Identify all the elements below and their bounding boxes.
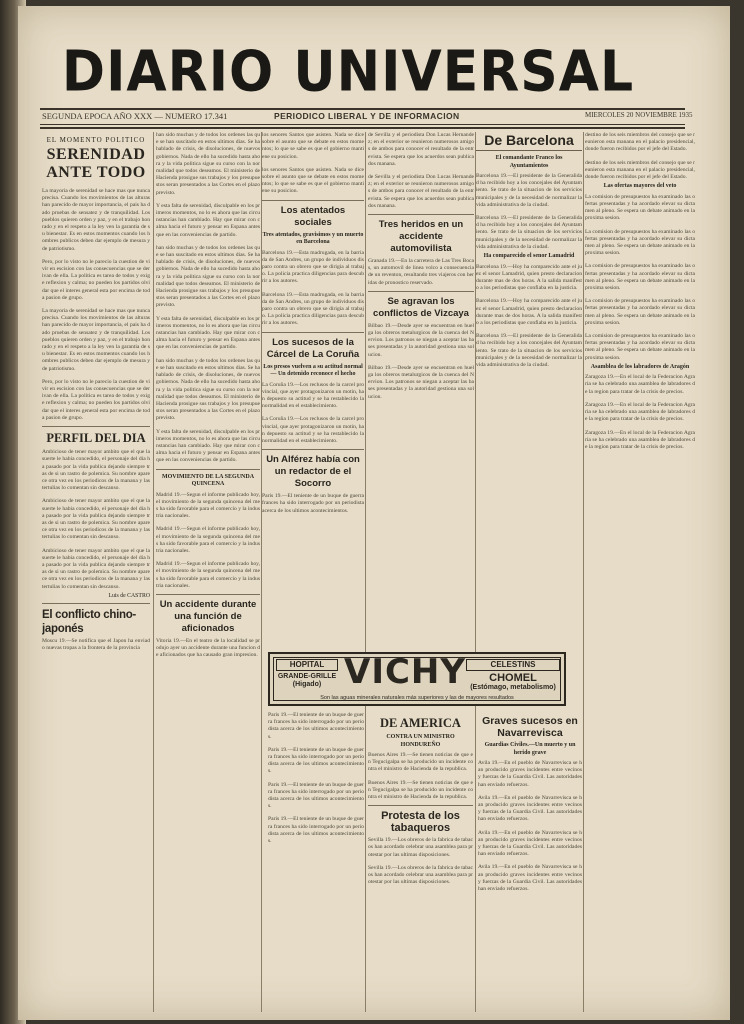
- section-headline: Se agravan los conflictos de Vizcaya: [373, 295, 469, 319]
- ad-left-box: HOPITAL: [276, 659, 338, 671]
- column-3-lower: [268, 712, 364, 1012]
- section-body: La comision de presupuestos ha examinado las ofertas presentadas y ha acordado elevar su dictamen al pleno. Se espera un debate animado en la proxima sesion.: [585, 332, 695, 361]
- section-body: Zaragoza 19.—En el local de la Federacion Agraria se ha celebrado una asamblea de labradores de la region para tratar de la crisis de precios.: [585, 401, 695, 423]
- section-subhead: Tres atentados, gravisimos y un muerto en Barcelona: [262, 231, 364, 246]
- article-body: han sido muchas y de todos los ordenes las que se han suscitado en estos ultimos dias. Se ha hablado de crisis, de disoluciones, de nuevos gobiernos. Nada de ello ha sucedido hasta ahora y la vida politica sigue su curso con la normalidad que todos deseamos. El ministerio de Hacienda prosigue sus trabajos y los presupuestos seran presentados a las Cortes en el plazo previsto.: [156, 132, 260, 196]
- section-body: Paris 19.—El teniente de un buque de guerra frances ha sido interrogado por un periodista acerca de los ultimos acontecimientos.: [268, 712, 364, 740]
- section-divider: [262, 449, 364, 450]
- column-divider: [153, 132, 154, 1012]
- section-body: Paris 19.—El teniente de un buque de guerra frances ha sido interrogado por un periodista acerca de los ultimos acontecimientos.: [268, 746, 364, 775]
- section-headline: Los sucesos de la Cárcel de La Coruña: [266, 336, 360, 360]
- section-body: Paris 19.—El teniente de un buque de guerra frances ha sido interrogado por un periodista acerca de los ultimos acontecimientos.: [268, 781, 364, 810]
- section-headline: PERFIL DEL DIA: [46, 431, 146, 446]
- article-body: La mayoria de serenidad se hace mas que nunca precisa. Cuando los movimientos de las alturas han parecido de mayor importancia, el pais ha dado pruebas de sensatez y de tranquilidad. Los pueblos quieren orden y paz, y en el trabajo honrado y en el respeto a la ley ven la garantia de su bienestar. Es en estos momentos cuando los hombres publicos deben dar ejemplo de mesura y de patriotismo.: [42, 308, 150, 372]
- article-body: de Sevilla y el periodista Don Lucas Hernandez; en el exterior se reunieron numerosos amigos de ambos para conocer el resultado de la entrevista. Se espera que los acuerdos sean publicados manana.: [368, 174, 474, 209]
- ad-right-line: (Estómago, metabolismo): [470, 684, 556, 691]
- section-body: Bilbao 19.—Desde ayer se encuentran en huelga los obreros metalurgicos de la cuenca del Nervion. Los patronos se niegan a aceptar las bases presentadas y la autoridad gestiona una solucion.: [368, 364, 474, 400]
- article-body: Y esta falta de serenidad, disculpable en los primeros momentos, no lo es ahora que las circunstancias han cambiado. Hay que mirar con calma hacia el futuro y pensar en Espana antes que en las conveniencias de partido.: [156, 428, 260, 464]
- section-body: La Coruña 19.—Los reclusos de la carcel provincial, que ayer protagonizaron un motin, han depuesto su actitud y se ha restablecido la normalidad en el establecimiento.: [262, 381, 364, 410]
- section-headline: Graves sucesos en Navarrevisca: [482, 715, 578, 739]
- section-subhead: Los presos vuelven a su actitud normal — Un detenido reconoce el hecho: [263, 363, 363, 378]
- ad-left-line: (Higado): [292, 681, 322, 688]
- section-body: Ambicioso de tener mayor ambito que el que la suerte le habia concedido, el personaje del dia ha pasado por la vida publica dejando siempre tras de si un rastro de polemica. Su nombre aparece otra vez en los periodicos de la manana y las tertulias lo comentan sin descanso.: [42, 547, 150, 590]
- article-body: los senores Santos que asisten. Nada se dice sobre el asunto que se debate en estos momentos; lo que se sabe es que el gobierno mantiene su posicion.: [262, 166, 364, 195]
- section-body: Paris 19.—El teniente de un buque de guerra frances ha sido interrogado por un periodista acerca de los ultimos acontecimientos.: [268, 816, 364, 845]
- section-body: Paris 19.—El teniente de un buque de guerra frances ha sido interrogado por un periodista acerca de los ultimos acontecimientos.: [262, 493, 364, 514]
- ad-right-box: CELESTINS: [466, 659, 560, 671]
- ad-left-block: [276, 659, 338, 689]
- masthead-tagline: PERIODICO LIBERAL Y DE INFORMACION: [274, 111, 460, 121]
- article-body: de Sevilla y el periodista Don Lucas Hernandez; en el exterior se reunieron numerosos amigos de ambos para conocer el resultado de la entrevista. Se espera que los acuerdos sean publicados manana.: [368, 132, 474, 167]
- bottom-body: Moscu 19.—Se notifica que el Japon ha enviado nuevas tropas a la frontera de la provincia: [42, 637, 150, 651]
- section-divider: [368, 214, 474, 215]
- section-body: Barcelona 19.—Esta madrugada, en la barriada de San Andres, un grupo de individuos disparo contra un obrero que se dirigia al trabajo. La policia practica diligencias para descubrir a los autores.: [262, 249, 364, 285]
- masthead-rule: [40, 124, 685, 125]
- ad-left-line: GRANDE-GRILLE: [277, 673, 337, 680]
- ad-footer: Son las aguas minerales naturales más superiores y las de mayores resultados: [320, 695, 514, 701]
- column-4-lower: [368, 712, 473, 1012]
- article-body: La mayoria de serenidad se hace mas que nunca precisa. Cuando los movimientos de las alturas han parecido de mayor importancia, el pais ha dado pruebas de sensatez y de tranquilidad. Los pueblos quieren orden y paz, y en el trabajo honrado y en el respeto a la ley ven la garantia de su bienestar. Es en estos momentos cuando los hombres publicos deben dar ejemplo de mesura y de patriotismo.: [42, 188, 150, 252]
- section-body: Barcelona 19.—Hoy ha comparecido ante el juez el senor Lamadrid, quien presto declaracion durante mas de dos horas. A la salida manifesto a los periodistas que confiaba en la justicia.: [476, 263, 582, 292]
- section-body: Zaragoza 19.—En el local de la Federacion Agraria se ha celebrado una asamblea de labradores de la region para tratar de la crisis de precios.: [585, 374, 695, 395]
- section-body: La comision de presupuestos ha examinado las ofertas presentadas y ha acordado elevar su dictamen al pleno. Se espera un debate animado en la proxima sesion.: [585, 263, 695, 291]
- column-divider: [365, 132, 366, 1012]
- article-body: Y esta falta de serenidad, disculpable en los primeros momentos, no lo es ahora que las circunstancias han cambiado. Hay que mirar con calma hacia el futuro y pensar en Espana antes que en las conveniencias de partido.: [156, 202, 260, 238]
- vichy-advertisement: [268, 652, 566, 706]
- masthead-rule: [40, 108, 685, 110]
- section-body: Avila 19.—En el pueblo de Navarrevisca se han producido graves incidentes entre vecinos y fuerzas de la Guardia Civil. Las autoridades han enviado refuerzos.: [478, 760, 582, 788]
- section-body: Ambicioso de tener mayor ambito que el que la suerte le habia concedido, el personaje del dia ha pasado por la vida publica dejando siempre tras de si un rastro de polemica. Su nombre aparece otra vez en los periodicos de la manana y las tertulias lo comentan sin descanso.: [42, 449, 150, 492]
- article-kicker: EL MOMENTO POLITICO: [46, 136, 146, 144]
- column-2: [156, 132, 260, 1016]
- column-divider: [583, 132, 584, 1012]
- section-body: La comision de presupuestos ha examinado las ofertas presentadas y ha acordado elevar su dictamen al pleno. Se espera un debate animado en la proxima sesion.: [585, 228, 695, 257]
- section-headline: Un Alférez había con un redactor de el Socorro: [266, 454, 360, 490]
- section-subhead: Guardias Civiles.—Un muerto y un herido grave: [484, 742, 576, 756]
- masthead-rule: [40, 127, 685, 129]
- section-divider: [262, 332, 364, 333]
- section-divider: [156, 594, 260, 595]
- section-body: La comision de presupuestos ha examinado las ofertas presentadas y ha acordado elevar su dictamen al pleno. Se espera un debate animado en la proxima sesion.: [585, 298, 695, 326]
- section-body: Barcelona 19.—El presidente de la Generalidad ha recibido hoy a los concejales del Ayuntamiento. Se trato de la situacion de los servicios municipales y de la necesidad de normalizar la vida administrativa de la ciudad.: [476, 333, 582, 368]
- section-headline: MOVIMIENTO DE LA SEGUNDA QUINCENA: [161, 473, 255, 488]
- section-headline: Protesta de los tabaqueros: [381, 810, 460, 835]
- section-body: Avila 19.—En el pueblo de Navarrevisca se han producido graves incidentes entre vecinos y fuerzas de la Guardia Civil. Las autoridades han enviado refuerzos.: [478, 864, 582, 893]
- article-body: han sido muchas y de todos los ordenes las que se han suscitado en estos ultimos dias. Se ha hablado de crisis, de disoluciones, de nuevos gobiernos. Nada de ello ha sucedido hasta ahora y la vida politica sigue su curso con la normalidad que todos deseamos. El ministerio de Hacienda prosigue sus trabajos y los presupuestos seran presentados a las Cortes en el plazo previsto.: [156, 244, 260, 309]
- section-body: Zaragoza 19.—En el local de la Federacion Agraria se ha celebrado una asamblea de labradores de la region para tratar de la crisis de precios.: [585, 429, 695, 450]
- section-body: La comision de presupuestos ha examinado las ofertas presentadas y ha acordado elevar su dictamen al pleno. Se espera un debate animado en la proxima sesion.: [585, 193, 695, 222]
- article-body: destino de los seis miembros del consejo que se reunieron esta manana en el palacio presidencial, donde fueron recibidos por el jefe del Estado.: [585, 159, 695, 181]
- section-divider: [262, 200, 364, 201]
- section-divider: [42, 603, 150, 604]
- section-body: Barcelona 19.—El presidente de la Generalidad ha recibido hoy a los concejales del Ayuntamiento. Se trato de la situacion de los servicios municipales y de la necesidad de normalizar la vida administrativa de la ciudad.: [476, 215, 582, 250]
- section-body: Avila 19.—En el pueblo de Navarrevisca se han producido graves incidentes entre vecinos y fuerzas de la Guardia Civil. Las autoridades han enviado refuerzos.: [478, 829, 582, 858]
- section-body: Buenos Aires 19.—Se tienen noticias de que en Tegucigalpa se ha producido un incidente contra el ministro de Hacienda de la republica.: [368, 779, 473, 801]
- section-body: Barcelona 19.—Esta madrugada, en la barriada de San Andres, un grupo de individuos disparo contra un obrero que se dirigia al trabajo. La policia practica diligencias para descubrir a los autores.: [262, 291, 364, 327]
- section-body: Vitoria 19.—En el teatro de la localidad se produjo ayer un accidente durante una funcion de aficionados que ha causado gran impresion.: [156, 637, 260, 659]
- section-subhead: Ha comparecido el senor Lamadrid: [483, 253, 575, 260]
- section-body: Barcelona 19.—El presidente de la Generalidad ha recibido hoy a los concejales del Ayuntamiento. Se trato de la situacion de los servicios municipales y de la necesidad de normalizar la vida administrativa de la ciudad.: [476, 173, 582, 208]
- article-body: Pero, por lo visto no le parecio la cuestion de vivir en escision con las consecuencias que se derivan de ella. La politica es tarea de todos y exige reflexion y calma; no pueden los partidos olvidar que el interes general esta por encima de toda pasion de grupo.: [42, 378, 150, 421]
- section-divider: [42, 426, 150, 427]
- article-body: los senores Santos que asisten. Nada se dice sobre el asunto que se debate en estos momentos; lo que se sabe es que el gobierno mantiene su posicion.: [262, 132, 364, 160]
- article-body: Y esta falta de serenidad, disculpable en los primeros momentos, no lo es ahora que las circunstancias han cambiado. Hay que mirar con calma hacia el futuro y pensar en Espana antes que en las conveniencias de partido.: [156, 315, 260, 351]
- section-divider: [368, 805, 473, 806]
- section-headline: Los atentados sociales: [280, 204, 346, 228]
- section-body: Bilbao 19.—Desde ayer se encuentran en huelga los obreros metalurgicos de la cuenca del Nervion. Los patronos se niegan a aceptar las bases presentadas y la autoridad gestiona una solucion.: [368, 322, 474, 358]
- column-5-lower: [478, 712, 582, 1012]
- section-body: Avila 19.—En el pueblo de Navarrevisca se han producido graves incidentes entre vecinos y fuerzas de la Guardia Civil. Las autoridades han enviado refuerzos.: [478, 794, 582, 823]
- section-body: Madrid 19.—Segun el informe publicado hoy, el movimiento de la segunda quincena del mes ha sido favorable para el comercio y la industria nacionales.: [156, 491, 260, 520]
- section-subhead: Las ofertas mayores del veto: [603, 183, 677, 190]
- section-body: Barcelona 19.—Hoy ha comparecido ante el juez el senor Lamadrid, quien presto declaracion durante mas de dos horas. A la salida manifesto a los periodistas que confiaba en la justicia.: [476, 298, 582, 326]
- section-body: Madrid 19.—Segun el informe publicado hoy, el movimiento de la segunda quincena del mes ha sido favorable para el comercio y la industria nacionales.: [156, 561, 260, 589]
- section-divider: [156, 469, 260, 470]
- section-headline: De Barcelona: [476, 132, 582, 151]
- article-body: destino de los seis miembros del consejo que se reunieron esta manana en el palacio presidencial, donde fueron recibidos por el jefe del Estado.: [585, 132, 695, 153]
- article-headline: SERENIDAD ANTE TODO: [46, 146, 146, 181]
- ad-right-block: [466, 659, 560, 692]
- section-subhead: El comandante Franco los Ayuntamientos: [495, 155, 563, 169]
- section-divider: [368, 291, 474, 292]
- masthead-title: DIARIO UNIVERSAL: [61, 39, 635, 105]
- section-headline: DE AMERICA: [380, 716, 461, 730]
- ad-brand: VICHY: [344, 652, 466, 692]
- section-body: Granada 19.—En la carretera de Las Tres Bocas, un automovil de linea volco a consecuencia de un reventon, resultando tres viajeros con heridas de pronostico reservado.: [368, 258, 474, 286]
- column-1: [42, 132, 150, 1016]
- article-body: han sido muchas y de todos los ordenes las que se han suscitado en estos ultimos dias. Se ha hablado de crisis, de disoluciones, de nuevos gobiernos. Nada de ello ha sucedido hasta ahora y la vida politica sigue su curso con la normalidad que todos deseamos. El ministerio de Hacienda prosigue sus trabajos y los presupuestos seran presentados a las Cortes en el plazo previsto.: [156, 357, 260, 422]
- section-body: Sevilla 19.—Los obreros de la fabrica de tabacos han acordado celebrar una asamblea para protestar por las ultimas disposiciones.: [368, 864, 473, 886]
- section-body: Buenos Aires 19.—Se tienen noticias de que en Tegucigalpa se ha producido un incidente contra el ministro de Hacienda de la republica.: [368, 752, 473, 773]
- section-subhead: Asamblea de los labradores de Aragón: [590, 363, 690, 370]
- section-headline: Tres heridos en un accidente automovilista: [378, 219, 464, 255]
- bottom-headline: El conflicto chino-japonés: [42, 608, 136, 635]
- section-headline: Un accidente durante una función de aficionados: [159, 598, 257, 634]
- section-body: Ambicioso de tener mayor ambito que el que la suerte le habia concedido, el personaje del dia ha pasado por la vida publica dejando siempre tras de si un rastro de polemica. Su nombre aparece otra vez en los periodicos de la manana y las tertulias lo comentan sin descanso.: [42, 498, 150, 541]
- section-body: Sevilla 19.—Los obreros de la fabrica de tabacos han acordado celebrar una asamblea para protestar por las ultimas disposiciones.: [368, 837, 473, 858]
- article-signature: Luis de CASTRO: [108, 592, 150, 599]
- section-subhead: CONTRA UN MINISTRO HONDUREÑO: [386, 734, 455, 748]
- column-6: [585, 132, 695, 1016]
- masthead-issue: SEGUNDA EPOCA AÑO XXX — NUMERO 17.341: [42, 111, 228, 121]
- ad-right-line: CHOMEL: [489, 672, 537, 684]
- section-body: La Coruña 19.—Los reclusos de la carcel provincial, que ayer protagonizaron un motin, han depuesto su actitud y se ha restablecido la normalidad en el establecimiento.: [262, 416, 364, 445]
- article-body: Pero, por lo visto no le parecio la cuestion de vivir en escision con las consecuencias que se derivan de ella. La politica es tarea de todos y exige reflexion y calma; no pueden los partidos olvidar que el interes general esta por encima de toda pasion de grupo.: [42, 258, 150, 301]
- masthead-date: MIERCOLES 20 NOVIEMBRE 1935: [585, 111, 693, 119]
- section-body: Madrid 19.—Segun el informe publicado hoy, el movimiento de la segunda quincena del mes ha sido favorable para el comercio y la industria nacionales.: [156, 526, 260, 554]
